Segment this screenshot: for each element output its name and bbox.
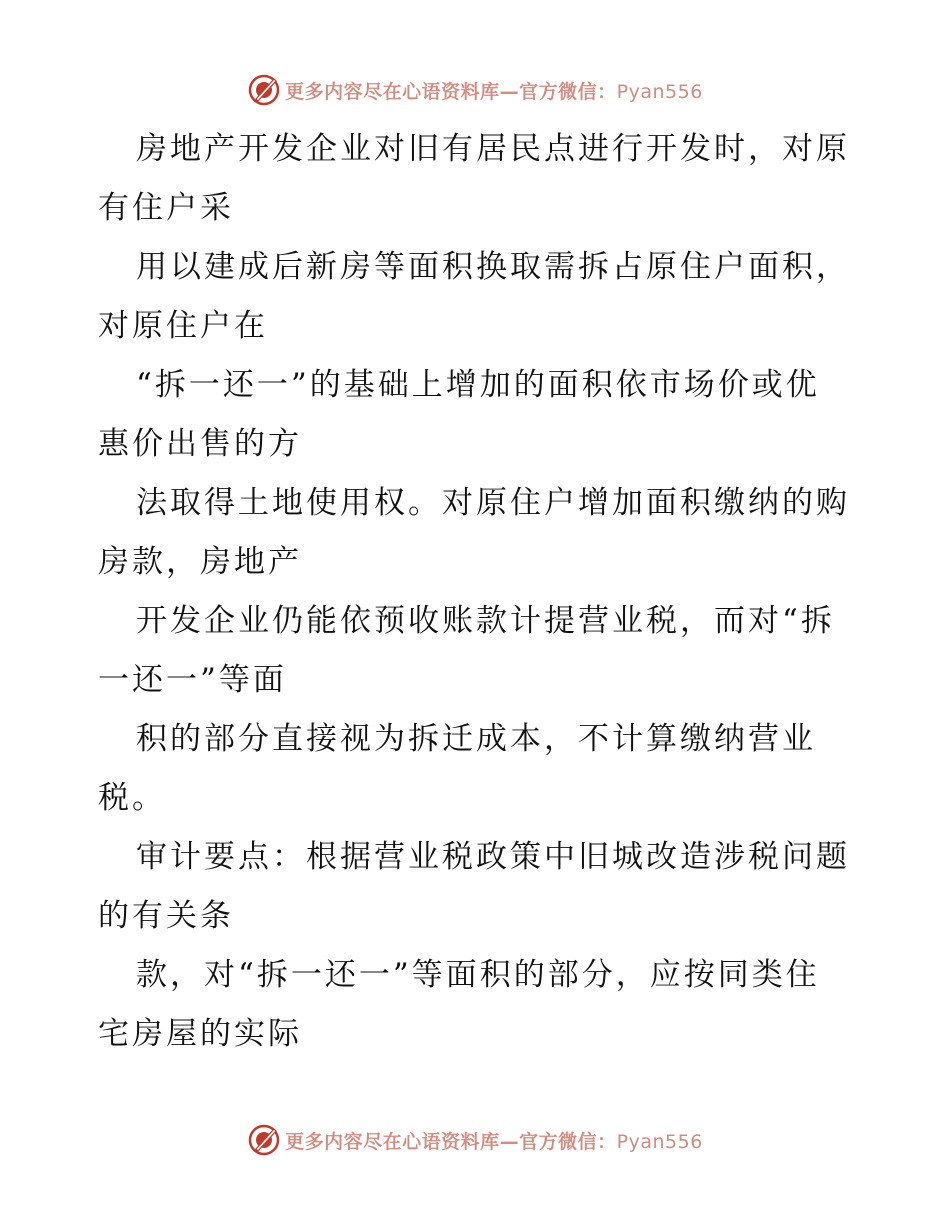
body-text xyxy=(98,120,858,1064)
text-line: 税。 xyxy=(98,780,166,816)
footer-banner-text: 更多内容尽在心语资料库—官方微信：Pyan556 xyxy=(285,1130,703,1153)
header-banner xyxy=(0,72,950,108)
footer-contact: Pyan556 xyxy=(616,1130,703,1153)
header-contact: Pyan556 xyxy=(616,80,703,103)
pen-badge-icon xyxy=(247,1123,281,1157)
text-line: 惠价出售的方 xyxy=(98,426,302,462)
text-line: 款，对“拆一还一”等面积的部分，应按同类住 xyxy=(136,957,820,993)
text-line: 房款，房地产 xyxy=(98,544,302,580)
text-line: 法取得土地使用权。对原住户增加面积缴纳的购 xyxy=(136,485,850,521)
text-line: 用以建成后新房等面积换取需拆占原住户面积， xyxy=(136,249,850,285)
text-line: 宅房屋的实际 xyxy=(98,1016,302,1052)
text-line: 审计要点：根据营业税政策中旧城改造涉税问题 xyxy=(136,839,850,875)
text-line: 房地产开发企业对旧有居民点进行开发时，对原 xyxy=(136,131,850,167)
footer-banner xyxy=(0,1122,950,1158)
pen-badge-icon xyxy=(247,73,281,107)
text-line: “拆一还一”的基础上增加的面积依市场价或优 xyxy=(136,367,820,403)
text-line: 的有关条 xyxy=(98,898,234,934)
text-line: 积的部分直接视为拆迁成本，不计算缴纳营业 xyxy=(136,721,816,757)
text-line: 对原住户在 xyxy=(98,308,268,344)
text-line: 一还一”等面 xyxy=(98,662,287,698)
text-line: 开发企业仍能依预收账款计提营业税，而对“拆 xyxy=(136,603,835,639)
text-line: 有住户采 xyxy=(98,190,234,226)
header-banner-text: 更多内容尽在心语资料库—官方微信：Pyan556 xyxy=(285,80,703,103)
